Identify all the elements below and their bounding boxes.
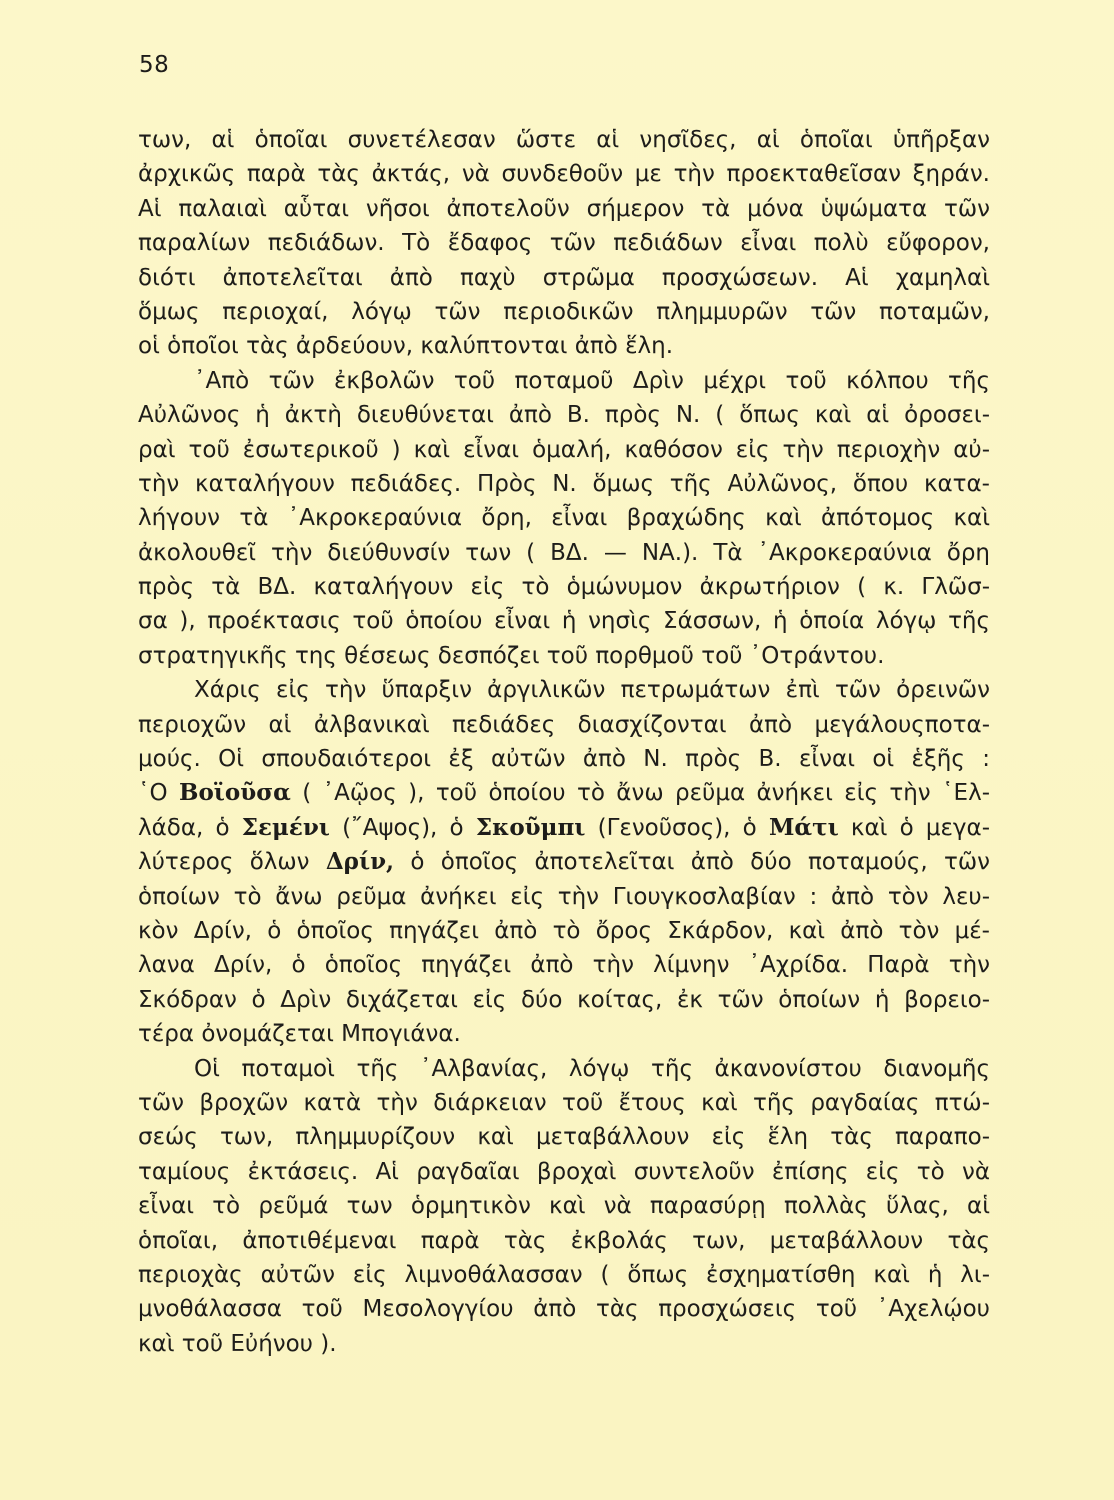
text-line: περιοχὰς αὐτῶν εἰς λιμνοθάλασσαν ( ὅπως ἐσχηματίσθη καὶ ἡ λι- <box>138 1261 990 1288</box>
text-segment: λάδα, ὁ <box>138 814 242 841</box>
text-line: τὴν καταλήγουν πεδιάδες. Πρὸς Ν. ὅμως τῆς Αὐλῶνος, ὅπου κατα- <box>138 470 990 497</box>
text-line: Αἱ παλαιαὶ αὗται νῆσοι ἀποτελοῦν σήμερον τὰ μόνα ὑψώματα τῶν <box>138 195 990 222</box>
text-line: σεώς των, πλημμυρίζουν καὶ μεταβάλλουν εἰς ἕλη τὰς παραπο- <box>138 1124 990 1151</box>
bold-river-name: Μάτι <box>768 813 839 841</box>
text-line: των, αἱ ὁποῖαι συνετέλεσαν ὥστε αἱ νησῖδες, αἱ ὁποῖαι ὑπῆρξαν <box>138 127 990 153</box>
page-number: 58 <box>139 52 170 78</box>
text-line: σα ), προέκτασις τοῦ ὁποίου εἶναι ἡ νησὶς Σάσσων, ἡ ὁποία λόγῳ τῆς <box>138 608 990 635</box>
text-line: κὸν Δρίν, ὁ ὁποῖος πηγάζει ἀπὸ τὸ ὄρος Σκάρδον, καὶ ἀπὸ τὸν μέ- <box>138 917 990 944</box>
text-segment: ( ᾿Αῷος ), τοῦ ὁποίου τὸ ἄνω ρεῦμα ἀνήκει εἰς τὴν ῾Ελ- <box>290 780 990 807</box>
text-line: πρὸς τὰ ΒΔ. καταλήγουν εἰς τὸ ὁμώνυμον ἀκρωτήριον ( κ. Γλῶσ- <box>138 574 990 601</box>
text-line: λανα Δρίν, ὁ ὁποῖος πηγάζει ἀπὸ τὴν λίμνην ᾿Αχρίδα. Παρὰ τὴν <box>138 952 990 979</box>
text-line: μνοθάλασσα τοῦ Μεσολογγίου ἀπὸ τὰς προσχώσεις τοῦ ᾿Αχελῴου <box>138 1296 990 1323</box>
bold-river-name: Σκοῦμπι <box>475 813 586 841</box>
text-line: ᾿Απὸ τῶν ἐκβολῶν τοῦ ποταμοῦ Δρὶν μέχρι τοῦ κόλπου τῆς <box>194 367 990 394</box>
text-line: τέρα ὀνομάζεται Μπογιάνα. <box>138 1021 461 1048</box>
bold-river-name: Δρίν, <box>325 848 395 876</box>
text-line: Σκόδραν ὁ Δρὶν διχάζεται εἰς δύο κοίτας, ἐκ τῶν ὁποίων ἡ βορειο- <box>138 986 990 1013</box>
text-line: ραὶ τοῦ ἐσωτερικοῦ ) καὶ εἶναι ὁμαλή, καθόσον εἰς τὴν περιοχὴν αὐ- <box>138 436 990 463</box>
text-line: ὁποῖαι, ἀποτιθέμεναι παρὰ τὰς ἐκβολάς των, μεταβάλλουν τὰς <box>138 1227 990 1254</box>
bold-river-name: Σεμένι <box>241 813 330 841</box>
text-segment: (Γενοῦσος), ὁ <box>585 814 769 841</box>
text-line: ἀρχικῶς παρὰ τὰς ἀκτάς, νὰ συνδεθοῦν με τὴν προεκταθεῖσαν ξηράν. <box>138 161 990 188</box>
text-line: ὅμως περιοχαί, λόγῳ τῶν περιοδικῶν πλημμυρῶν τῶν ποταμῶν, <box>138 298 990 325</box>
text-line: μούς. Οἱ σπουδαιότεροι ἐξ αὐτῶν ἀπὸ Ν. πρὸς Β. εἶναι οἱ ἑξῆς : <box>138 746 990 773</box>
text-line: ἀκολουθεῖ τὴν διεύθυνσίν των ( ΒΔ. — ΝΑ.). Τὰ ᾿Ακροκεραύνια ὄρη <box>138 539 990 566</box>
text-line: περιοχῶν αἱ ἀλβανικαὶ πεδιάδες διασχίζονται ἀπὸ μεγάλουςποτα- <box>138 711 990 738</box>
text-line: καὶ τοῦ Εὐήνου ). <box>138 1330 337 1357</box>
text-line: στρατηγικῆς της θέσεως δεσπόζει τοῦ πορθμοῦ τοῦ ᾿Οτράντου. <box>138 642 885 669</box>
bold-river-name: Βοϊοῦσα <box>179 779 291 807</box>
text-segment: λύτερος ὅλων <box>138 849 326 876</box>
text-line: Οἱ ποταμοὶ τῆς ᾿Αλβανίας, λόγῳ τῆς ἀκανονίστου διανομῆς <box>194 1055 990 1082</box>
text-line: ταμίους ἐκτάσεις. Αἱ ραγδαῖαι βροχαὶ συντελοῦν ἐπίσης εἰς τὸ νὰ <box>138 1158 990 1185</box>
text-segment: ῾Ο <box>138 780 180 807</box>
text-line <box>138 776 990 810</box>
text-line <box>138 811 990 845</box>
text-segment: καὶ ὁ μεγα- <box>838 814 990 841</box>
text-line: Αὐλῶνος ἡ ἀκτὴ διευθύνεται ἀπὸ Β. πρὸς Ν. ( ὅπως καὶ αἱ ὀροσει- <box>138 402 990 429</box>
body-text <box>138 123 990 1361</box>
text-line: οἱ ὁποῖοι τὰς ἀρδεύουν, καλύπτονται ἀπὸ ἕλη. <box>138 333 674 360</box>
text-line: λήγουν τὰ ᾿Ακροκεραύνια ὄρη, εἶναι βραχώδης καὶ ἀπότομος καὶ <box>138 505 990 532</box>
text-line: ὁποίων τὸ ἄνω ρεῦμα ἀνήκει εἰς τὴν Γιουγκοσλαβίαν : ἀπὸ τὸν λευ- <box>138 883 990 910</box>
text-segment: (῎Αψος), ὁ <box>329 814 476 841</box>
text-line: Χάρις εἰς τὴν ὕπαρξιν ἀργιλικῶν πετρωμάτων ἐπὶ τῶν ὀρεινῶν <box>194 677 990 704</box>
text-segment: ὁ ὁποῖος ἀποτελεῖται ἀπὸ δύο ποταμούς, τῶν <box>394 849 990 876</box>
text-line: εἶναι τὸ ρεῦμά των ὁρμητικὸν καὶ νὰ παρασύρῃ πολλὰς ὕλας, αἱ <box>138 1193 990 1220</box>
text-line: τῶν βροχῶν κατὰ τὴν διάρκειαν τοῦ ἔτους καὶ τῆς ραγδαίας πτώ- <box>138 1089 990 1116</box>
text-line <box>138 845 990 879</box>
text-line: παραλίων πεδιάδων. Τὸ ἔδαφος τῶν πεδιάδων εἶναι πολὺ εὔφορον, <box>138 230 990 257</box>
text-line: διότι ἀποτελεῖται ἀπὸ παχὺ στρῶμα προσχώσεων. Αἱ χαμηλαὶ <box>138 264 990 291</box>
